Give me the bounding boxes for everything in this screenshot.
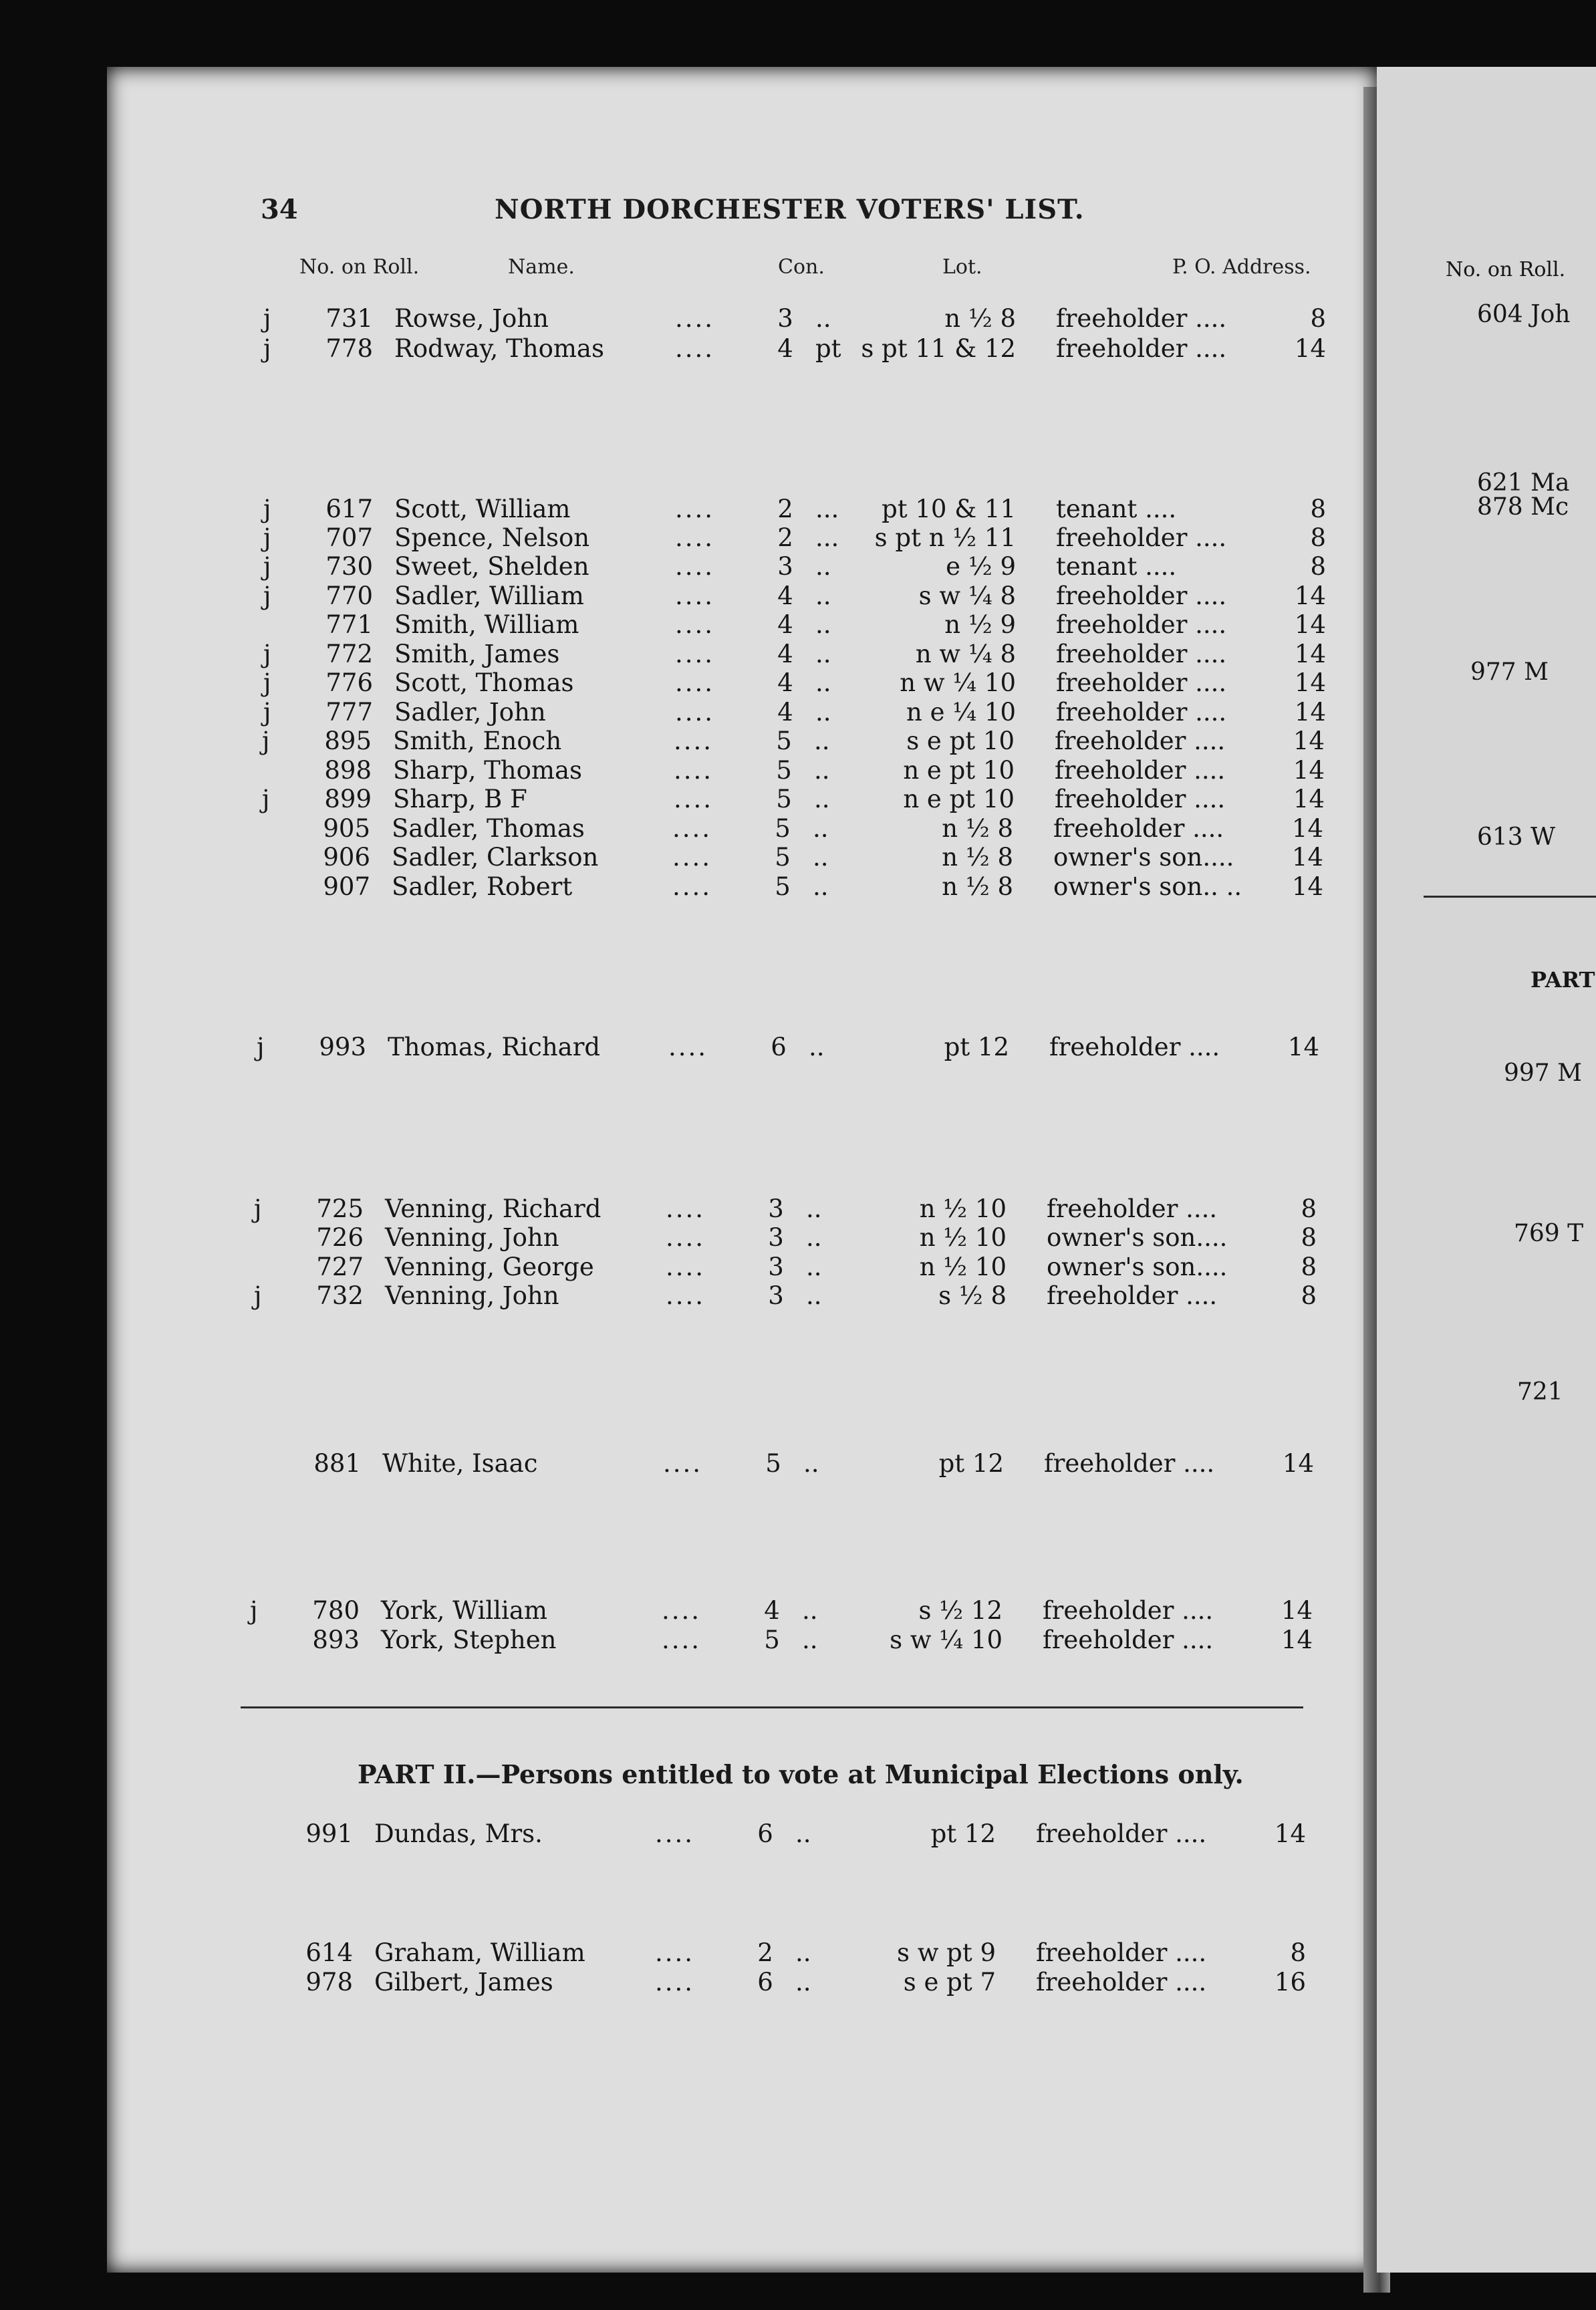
right-page-entry: 977 M (1470, 658, 1549, 686)
col-head-no-on-roll: No. on Roll. (299, 255, 420, 279)
right-page-entry: 613 W (1477, 823, 1556, 851)
po-address: 14 (1291, 872, 1323, 901)
concession: 5 (776, 785, 792, 813)
juror-mark: j (254, 1281, 262, 1310)
leader-dots: .... (655, 1968, 695, 1997)
concession: 2 (757, 1938, 773, 1967)
leader-dots: .... (666, 1281, 706, 1310)
voter-name: Venning, George (385, 1253, 594, 1281)
qualification: tenant .... (1056, 552, 1177, 581)
qualification: freeholder .... (1055, 727, 1226, 755)
concession: 3 (768, 1281, 784, 1310)
right-page-entry: PART (1531, 967, 1595, 993)
voter-row (0, 1194, 1367, 1224)
lot: pt 10 & 11 (882, 495, 1016, 523)
roll-number: 776 (325, 668, 373, 697)
part2-heading: PART II.—Persons entitled to vote at Municipal Elections only. (358, 1759, 1244, 1789)
voter-row (0, 1033, 1370, 1062)
voter-row (0, 1626, 1363, 1655)
qualification: freeholder .... (1043, 1626, 1214, 1654)
leader-dots: .... (675, 552, 715, 581)
separator: .. (815, 698, 831, 727)
roll-number: 770 (325, 582, 373, 610)
qualification: freeholder .... (1036, 1968, 1207, 1997)
section-divider (241, 1706, 1303, 1708)
leader-dots: .... (675, 495, 715, 523)
voter-name: Venning, Richard (385, 1194, 602, 1223)
qualification: freeholder .... (1036, 1938, 1207, 1967)
roll-number: 993 (319, 1033, 366, 1061)
lot: n w ¼ 10 (900, 668, 1016, 697)
concession: 3 (777, 552, 793, 581)
leader-dots: .... (674, 727, 714, 755)
voter-name: Smith, Enoch (393, 727, 562, 755)
voter-row (0, 727, 1375, 756)
leader-dots: .... (674, 785, 714, 813)
leader-dots: .... (662, 1626, 702, 1654)
qualification: tenant .... (1056, 495, 1177, 523)
concession: 2 (777, 523, 793, 552)
voter-name: Smith, William (394, 610, 579, 639)
voter-row (0, 756, 1375, 785)
separator: .. (809, 1033, 825, 1061)
juror-mark: j (263, 552, 271, 581)
concession: 4 (777, 668, 793, 697)
voter-name: Sharp, Thomas (393, 756, 583, 785)
roll-number: 899 (324, 785, 372, 813)
voter-row (0, 1596, 1363, 1626)
qualification: freeholder .... (1044, 1449, 1215, 1478)
qualification: freeholder .... (1056, 610, 1227, 639)
voter-row (0, 1968, 1357, 1997)
separator: .. (814, 727, 830, 755)
roll-number: 732 (316, 1281, 364, 1310)
leader-dots: .... (655, 1819, 695, 1848)
separator: .. (795, 1938, 811, 1967)
separator: .. (806, 1281, 822, 1310)
qualification: freeholder .... (1053, 814, 1224, 843)
qualification: freeholder .... (1056, 523, 1227, 552)
right-page-entry: 604 Joh (1477, 301, 1571, 328)
lot: s ½ 12 (918, 1596, 1003, 1625)
concession: 5 (776, 727, 792, 755)
qualification: freeholder .... (1056, 334, 1227, 363)
roll-number: 777 (325, 698, 373, 727)
po-address: 8 (1310, 495, 1326, 523)
lot: s e pt 10 (906, 727, 1015, 755)
voter-name: Dundas, Mrs. (374, 1819, 543, 1848)
voter-row (0, 304, 1377, 334)
po-address: 14 (1294, 640, 1326, 668)
po-address: 14 (1294, 582, 1326, 610)
roll-number: 895 (324, 727, 372, 755)
po-address: 14 (1281, 1596, 1313, 1625)
leader-dots: .... (675, 304, 715, 333)
roll-number: 898 (324, 756, 372, 785)
po-address: 8 (1310, 552, 1326, 581)
separator: .. (806, 1194, 822, 1223)
lot: n ½ 10 (919, 1253, 1007, 1281)
po-address: 8 (1301, 1281, 1317, 1310)
roll-number: 906 (323, 843, 370, 872)
separator: .. (795, 1819, 811, 1848)
qualification: owner's son.... (1047, 1223, 1228, 1252)
separator: ... (815, 523, 839, 552)
leader-dots: .... (672, 814, 712, 843)
lot: s e pt 7 (903, 1968, 996, 1997)
po-address: 14 (1294, 698, 1326, 727)
voter-row (0, 698, 1377, 727)
leader-dots: .... (663, 1449, 703, 1478)
voter-name: Venning, John (385, 1281, 559, 1310)
juror-mark: j (263, 495, 271, 523)
juror-mark: j (262, 785, 270, 813)
separator: .. (815, 552, 831, 581)
separator: .. (815, 582, 831, 610)
qualification: freeholder .... (1055, 785, 1226, 813)
right-page-entry: 621 Ma (1477, 469, 1570, 497)
separator: .. (815, 668, 831, 697)
leader-dots: .... (675, 610, 715, 639)
page-title: NORTH DORCHESTER VOTERS' LIST. (495, 194, 1085, 225)
concession: 5 (765, 1449, 781, 1478)
po-address: 8 (1290, 1938, 1306, 1967)
juror-mark: j (263, 698, 271, 727)
lot: s w ¼ 10 (890, 1626, 1003, 1654)
qualification: freeholder .... (1043, 1596, 1214, 1625)
voter-row (0, 785, 1375, 814)
po-address: 8 (1310, 304, 1326, 333)
voter-name: York, William (381, 1596, 547, 1625)
qualification: freeholder .... (1036, 1819, 1207, 1848)
voter-name: Smith, James (394, 640, 560, 668)
juror-mark: j (262, 727, 270, 755)
juror-mark: j (263, 640, 271, 668)
po-address: 8 (1301, 1223, 1317, 1252)
juror-mark: j (263, 304, 271, 333)
concession: 3 (768, 1223, 784, 1252)
right-page-entry: 997 M (1504, 1059, 1583, 1087)
po-address: 14 (1294, 668, 1326, 697)
voter-name: Spence, Nelson (394, 523, 590, 552)
separator: .. (813, 814, 829, 843)
voter-row (0, 1281, 1367, 1311)
po-address: 14 (1293, 785, 1325, 813)
separator: .. (795, 1968, 811, 1997)
lot: n ½ 8 (942, 872, 1013, 901)
page-header (0, 194, 1377, 234)
concession: 5 (775, 843, 791, 872)
po-address: 14 (1291, 843, 1323, 872)
concession: 2 (777, 495, 793, 523)
leader-dots: .... (655, 1938, 695, 1967)
separator: .. (802, 1596, 818, 1625)
po-address: 14 (1291, 814, 1323, 843)
voter-name: Rodway, Thomas (394, 334, 604, 363)
concession: 5 (775, 814, 791, 843)
page-number: 34 (261, 194, 298, 225)
concession: 4 (777, 610, 793, 639)
concession: 5 (776, 756, 792, 785)
concession: 3 (768, 1194, 784, 1223)
juror-mark: j (257, 1033, 265, 1061)
voter-row (0, 814, 1374, 844)
qualification: freeholder .... (1047, 1281, 1218, 1310)
lot: n ½ 8 (942, 843, 1013, 872)
roll-number: 725 (316, 1194, 364, 1223)
po-address: 16 (1274, 1968, 1306, 1997)
qualification: freeholder .... (1047, 1194, 1218, 1223)
po-address: 14 (1294, 334, 1326, 363)
juror-mark: j (254, 1194, 262, 1223)
voter-name: Sweet, Shelden (394, 552, 589, 581)
po-address: 8 (1310, 523, 1326, 552)
lot: pt 12 (930, 1819, 996, 1848)
concession: 6 (757, 1968, 773, 1997)
leader-dots: .... (662, 1596, 702, 1625)
po-address: 8 (1301, 1253, 1317, 1281)
lot: n e ¼ 10 (906, 698, 1016, 727)
roll-number: 991 (305, 1819, 353, 1848)
concession: 3 (768, 1253, 784, 1281)
po-address: 14 (1282, 1449, 1314, 1478)
roll-number: 771 (325, 610, 373, 639)
qualification: owner's son.. .. (1053, 872, 1242, 901)
voter-name: Sadler, Robert (392, 872, 573, 901)
leader-dots: .... (668, 1033, 708, 1061)
qualification: freeholder .... (1056, 668, 1227, 697)
lot: n ½ 9 (944, 610, 1016, 639)
separator: .. (806, 1223, 822, 1252)
leader-dots: .... (666, 1194, 706, 1223)
separator: .. (814, 785, 830, 813)
right-page (1377, 67, 1596, 2273)
voter-row (0, 610, 1377, 640)
separator: .. (806, 1253, 822, 1281)
qualification: freeholder .... (1056, 582, 1227, 610)
roll-number: 893 (312, 1626, 360, 1654)
qualification: freeholder .... (1049, 1033, 1220, 1061)
qualification: freeholder .... (1056, 304, 1227, 333)
juror-mark: j (263, 582, 271, 610)
roll-number: 905 (323, 814, 370, 843)
concession: 4 (777, 582, 793, 610)
roll-number: 778 (325, 334, 373, 363)
voter-name: Sharp, B F (393, 785, 527, 813)
concession: 4 (777, 640, 793, 668)
juror-mark: j (250, 1596, 258, 1625)
roll-number: 881 (313, 1449, 361, 1478)
separator: .. (813, 872, 829, 901)
separator: pt (815, 334, 841, 363)
voter-name: Sadler, Clarkson (392, 843, 599, 872)
voter-name: Sadler, Thomas (392, 814, 585, 843)
voter-row (0, 1819, 1357, 1849)
concession: 6 (771, 1033, 787, 1061)
separator: .. (815, 610, 831, 639)
voter-name: White, Isaac (382, 1449, 538, 1478)
qualification: freeholder .... (1056, 698, 1227, 727)
lot: e ½ 9 (946, 552, 1016, 581)
voter-name: Sadler, William (394, 582, 584, 610)
lot: n ½ 10 (919, 1194, 1007, 1223)
roll-number: 726 (316, 1223, 364, 1252)
roll-number: 772 (325, 640, 373, 668)
lot: s w pt 9 (896, 1938, 996, 1967)
juror-mark: j (263, 668, 271, 697)
separator: .. (813, 843, 829, 872)
right-page-rule (1424, 896, 1596, 898)
leader-dots: .... (675, 582, 715, 610)
voter-row (0, 523, 1377, 553)
voter-row (0, 334, 1377, 364)
separator: .. (815, 640, 831, 668)
col-head-po-address: P. O. Address. (1172, 255, 1311, 279)
voter-row (0, 843, 1374, 872)
leader-dots: .... (675, 334, 715, 363)
voter-row (0, 668, 1377, 698)
juror-mark: j (263, 334, 271, 363)
col-head-name: Name. (508, 255, 575, 279)
right-page-entry: 769 T (1514, 1220, 1584, 1247)
voter-row (0, 582, 1377, 611)
leader-dots: .... (675, 640, 715, 668)
voter-name: Thomas, Richard (388, 1033, 601, 1061)
concession: 6 (757, 1819, 773, 1848)
leader-dots: .... (675, 668, 715, 697)
roll-number: 614 (305, 1938, 353, 1967)
po-address: 14 (1293, 727, 1325, 755)
lot: n e pt 10 (903, 756, 1015, 785)
leader-dots: .... (672, 843, 712, 872)
roll-number: 978 (305, 1968, 353, 1997)
voter-row (0, 1449, 1365, 1479)
lot: s w ¼ 8 (918, 582, 1016, 610)
lot: n ½ 8 (944, 304, 1016, 333)
roll-number: 730 (325, 552, 373, 581)
roll-number: 907 (323, 872, 370, 901)
voter-row (0, 552, 1377, 582)
col-head-lot: Lot. (942, 255, 982, 279)
roll-number: 617 (325, 495, 373, 523)
voter-row (0, 872, 1374, 902)
lot: n ½ 8 (942, 814, 1013, 843)
qualification: freeholder .... (1056, 640, 1227, 668)
voter-row (0, 1253, 1367, 1282)
juror-mark: j (263, 523, 271, 552)
concession: 4 (777, 334, 793, 363)
right-page-entry: 721 (1517, 1378, 1563, 1406)
leader-dots: .... (675, 698, 715, 727)
po-address: 14 (1287, 1033, 1319, 1061)
voter-name: Graham, William (374, 1938, 585, 1967)
po-address: 14 (1293, 756, 1325, 785)
po-address: 14 (1281, 1626, 1313, 1654)
col-head-con: Con. (778, 255, 825, 279)
lot: s ½ 8 (938, 1281, 1007, 1310)
voter-name: Gilbert, James (374, 1968, 553, 1997)
concession: 4 (777, 698, 793, 727)
voter-row (0, 495, 1377, 524)
voter-row (0, 1938, 1357, 1968)
leader-dots: .... (675, 523, 715, 552)
separator: .. (803, 1449, 819, 1478)
voter-row (0, 1223, 1367, 1253)
voter-name: Scott, Thomas (394, 668, 574, 697)
roll-number: 731 (325, 304, 373, 333)
lot: pt 12 (944, 1033, 1009, 1061)
roll-number: 707 (325, 523, 373, 552)
leader-dots: .... (666, 1223, 706, 1252)
concession: 3 (777, 304, 793, 333)
po-address: 14 (1274, 1819, 1306, 1848)
po-address: 14 (1294, 610, 1326, 639)
voter-name: Rowse, John (394, 304, 549, 333)
lot: n ½ 10 (919, 1223, 1007, 1252)
qualification: freeholder .... (1055, 756, 1226, 785)
voter-name: York, Stephen (381, 1626, 557, 1654)
concession: 4 (764, 1596, 780, 1625)
separator: .. (814, 756, 830, 785)
qualification: owner's son.... (1053, 843, 1234, 872)
lot: n e pt 10 (903, 785, 1015, 813)
leader-dots: .... (666, 1253, 706, 1281)
voter-name: Venning, John (385, 1223, 559, 1252)
right-col-head: No. on Roll. (1446, 258, 1566, 281)
po-address: 8 (1301, 1194, 1317, 1223)
lot: n w ¼ 8 (915, 640, 1016, 668)
leader-dots: .... (672, 872, 712, 901)
concession: 5 (775, 872, 791, 901)
roll-number: 727 (316, 1253, 364, 1281)
voter-name: Scott, William (394, 495, 571, 523)
lot: s pt 11 & 12 (861, 334, 1016, 363)
voter-row (0, 640, 1377, 669)
separator: .. (802, 1626, 818, 1654)
separator: .. (815, 304, 831, 333)
separator: ... (815, 495, 839, 523)
leader-dots: .... (674, 756, 714, 785)
lot: pt 12 (938, 1449, 1004, 1478)
roll-number: 780 (312, 1596, 360, 1625)
right-page-entry: 878 Mc (1477, 493, 1569, 521)
lot: s pt n ½ 11 (874, 523, 1016, 552)
concession: 5 (764, 1626, 780, 1654)
qualification: owner's son.... (1047, 1253, 1228, 1281)
voter-name: Sadler, John (394, 698, 546, 727)
